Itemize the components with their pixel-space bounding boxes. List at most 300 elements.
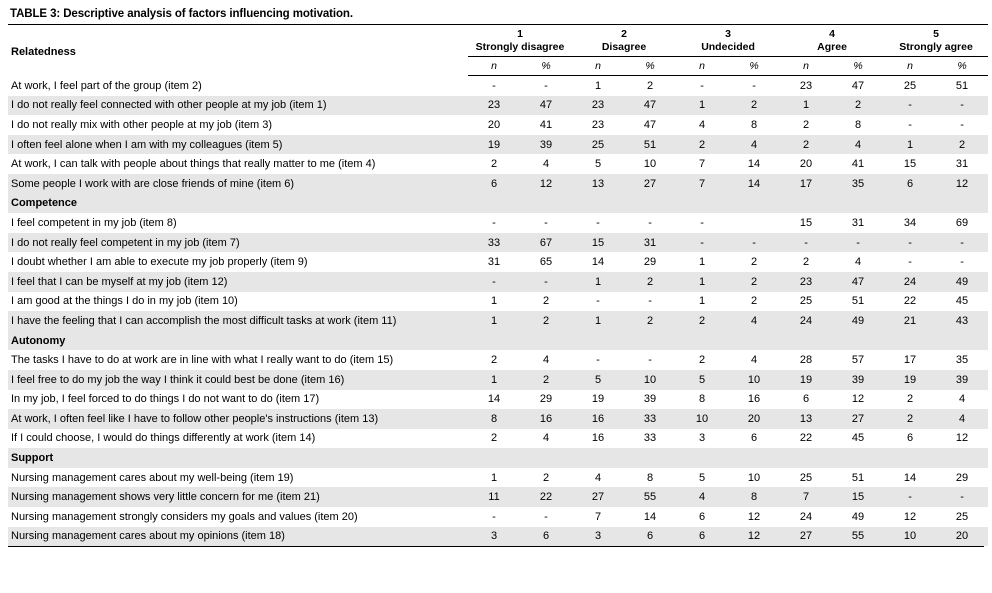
section-empty-cell (832, 448, 884, 468)
row-value: 1 (572, 311, 624, 331)
section-empty-cell (676, 331, 728, 351)
section-empty-cell (936, 331, 988, 351)
row-value: 2 (624, 272, 676, 292)
row-value: 1 (594, 79, 602, 92)
row-label: I feel that I can be myself at my job (item 12) (8, 272, 468, 292)
row-value: 47 (624, 96, 676, 116)
header-pct-2: % (624, 57, 676, 76)
row-value: 2 (884, 409, 936, 429)
row-value: 22 (520, 487, 572, 507)
row-label: Nursing management cares about my well-being (item 19) (11, 471, 294, 484)
row-value: 5 (676, 370, 728, 390)
table-row (8, 154, 988, 174)
row-value: 2 (728, 272, 780, 292)
row-value: 23 (591, 118, 605, 131)
row-label: I feel free to do my job the way I think it could best be done (item 16) (8, 370, 468, 390)
table-bottom-rule (8, 546, 984, 547)
row-value: 41 (851, 158, 865, 171)
row-label: If I could choose, I would do things differently at work (item 14) (11, 432, 316, 445)
header-group-2 (572, 25, 676, 57)
section-empty-cell (832, 194, 884, 214)
row-value: 11 (468, 487, 520, 507)
row-label: The tasks I have to do at work are in line with what I really want to do (item 15) (11, 354, 394, 367)
row-value: 4 (594, 471, 602, 484)
row-value: 8 (698, 393, 706, 406)
row-label: I do not really feel competent in my job (item 7) (8, 233, 468, 253)
section-empty-cell (468, 194, 520, 214)
row-label: I often feel alone when I am with my colleagues (item 5) (8, 135, 468, 155)
row-value: - (936, 96, 988, 116)
row-label: Nursing management strongly considers my goals and values (item 20) (11, 510, 358, 523)
row-value: 1 (490, 471, 498, 484)
row-value: 8 (646, 471, 654, 484)
header-group-3-num: 3 (725, 28, 731, 40)
row-label: In my job, I feel forced to do things I do not want to do (item 17) (11, 393, 320, 406)
table-row (8, 311, 988, 331)
header-group-4 (780, 25, 884, 57)
row-value: 45 (851, 432, 865, 445)
row-value: 12 (955, 432, 969, 445)
row-value: - (492, 79, 496, 92)
row-value: 33 (643, 432, 657, 445)
table-row (8, 409, 988, 429)
row-value: 20 (799, 158, 813, 171)
table-row (8, 292, 988, 312)
row-label: At work, I can talk with people about things that really matter to me (item 4) (11, 158, 376, 171)
row-value: 2 (520, 311, 572, 331)
row-value (728, 213, 780, 233)
row-value: 1 (572, 272, 624, 292)
row-value: 24 (780, 311, 832, 331)
row-value: 10 (624, 370, 676, 390)
header-group-1-num: 1 (517, 28, 523, 40)
row-value: 5 (594, 158, 602, 171)
table-section-row (8, 331, 988, 351)
table-section-row (8, 194, 988, 214)
table-row (8, 96, 988, 116)
row-value: 35 (832, 174, 884, 194)
row-value: 27 (832, 409, 884, 429)
row-value: 31 (624, 233, 676, 253)
row-value: 25 (955, 510, 969, 523)
row-value: 6 (676, 527, 728, 547)
row-value: 16 (747, 393, 761, 406)
row-value: 5 (698, 471, 706, 484)
row-label: I feel competent in my job (item 8) (11, 216, 177, 229)
row-value: 20 (728, 409, 780, 429)
row-value: 13 (572, 174, 624, 194)
row-value: 7 (698, 158, 706, 171)
row-label: I am good at the things I do in my job (item 10) (11, 295, 238, 308)
row-value: 23 (799, 79, 813, 92)
row-value: 27 (572, 487, 624, 507)
section-empty-cell (936, 448, 988, 468)
row-value: 49 (936, 272, 988, 292)
table-body (8, 25, 988, 76)
row-value: 14 (728, 174, 780, 194)
header-pct-1: % (520, 57, 572, 76)
row-value: 8 (854, 118, 862, 131)
row-value: 14 (903, 471, 917, 484)
row-value: 3 (698, 432, 706, 445)
row-value: 3 (572, 527, 624, 547)
row-value: - (596, 354, 600, 367)
header-group-5-label: Strongly agree (899, 40, 973, 53)
row-value: - (908, 256, 912, 269)
row-value: 15 (903, 158, 917, 171)
section-empty-cell (728, 194, 780, 214)
row-value: 1 (468, 370, 520, 390)
row-label: I doubt whether I am able to execute my job properly (item 9) (11, 256, 308, 269)
row-value: 14 (487, 393, 501, 406)
row-value: - (676, 233, 728, 253)
row-value: 20 (487, 118, 501, 131)
section-empty-cell (884, 194, 936, 214)
table-row (8, 350, 988, 370)
row-value: 2 (490, 432, 498, 445)
table-row (8, 429, 988, 449)
row-value: - (596, 216, 600, 229)
table-row (8, 468, 988, 488)
row-value: 69 (955, 216, 969, 229)
row-value: 17 (903, 354, 917, 367)
row-value: 22 (903, 295, 917, 308)
section-empty-cell (624, 331, 676, 351)
row-value: 49 (832, 311, 884, 331)
row-value: 10 (747, 471, 761, 484)
row-value: 2 (490, 354, 498, 367)
section-empty-cell (676, 194, 728, 214)
row-value: - (832, 233, 884, 253)
row-value: - (960, 118, 964, 131)
row-value: 17 (780, 174, 832, 194)
row-value: 6 (698, 510, 706, 523)
row-value: 25 (903, 79, 917, 92)
row-value: 35 (955, 354, 969, 367)
row-value: - (752, 79, 756, 92)
row-value: 2 (542, 295, 550, 308)
row-label: Some people I work with are close friends of mine (item 6) (8, 174, 468, 194)
descriptive-analysis-table (8, 24, 988, 546)
row-value: - (492, 510, 496, 523)
row-value: 29 (643, 256, 657, 269)
table-row (8, 233, 988, 253)
row-value: 1 (780, 96, 832, 116)
header-pct-5: % (936, 57, 988, 76)
section-empty-cell (572, 194, 624, 214)
row-label: I do not really mix with other people at my job (item 3) (11, 118, 273, 131)
header-group-5-num: 5 (933, 28, 939, 40)
row-value: - (936, 487, 988, 507)
row-value: 14 (591, 256, 605, 269)
row-value: 24 (799, 510, 813, 523)
row-label: Nursing management shows very little concern for me (item 21) (8, 487, 468, 507)
header-n-3: n (676, 57, 728, 76)
section-empty-cell (468, 331, 520, 351)
row-value: 6 (468, 174, 520, 194)
row-value: 23 (572, 96, 624, 116)
row-value: 15 (799, 216, 813, 229)
row-value: 39 (832, 370, 884, 390)
header-n-2: n (572, 57, 624, 76)
row-value: - (884, 96, 936, 116)
row-value: 4 (936, 409, 988, 429)
row-value: - (700, 79, 704, 92)
row-value: 65 (539, 256, 553, 269)
row-label: I do not really feel connected with other people at my job (item 1) (8, 96, 468, 116)
row-value: 55 (624, 487, 676, 507)
row-value: 2 (490, 158, 498, 171)
row-value: 4 (750, 354, 758, 367)
row-value: 16 (591, 432, 605, 445)
row-value: - (544, 510, 548, 523)
section-label: Autonomy (8, 331, 468, 351)
row-value: 8 (728, 487, 780, 507)
row-value: 51 (955, 79, 969, 92)
row-value: 31 (487, 256, 501, 269)
row-value: 29 (955, 471, 969, 484)
section-empty-cell (520, 448, 572, 468)
section-empty-cell (936, 194, 988, 214)
row-value: 1 (468, 311, 520, 331)
section-empty-cell (780, 194, 832, 214)
row-value: 51 (851, 295, 865, 308)
row-value: 23 (468, 96, 520, 116)
row-value: 3 (468, 527, 520, 547)
row-value: - (884, 233, 936, 253)
row-value: 2 (676, 135, 728, 155)
row-label: I have the feeling that I can accomplish the most difficult tasks at work (item 11) (8, 311, 468, 331)
row-value: 24 (884, 272, 936, 292)
row-value: 14 (747, 158, 761, 171)
section-empty-cell (520, 194, 572, 214)
table-row (8, 370, 988, 390)
row-value: - (700, 216, 704, 229)
row-value: 4 (832, 135, 884, 155)
section-empty-cell (832, 331, 884, 351)
row-value: - (544, 216, 548, 229)
row-value: 5 (572, 370, 624, 390)
row-label: Nursing management cares about my opinions (item 18) (8, 527, 468, 547)
row-value: 10 (643, 158, 657, 171)
row-value: - (960, 256, 964, 269)
row-header-relatedness: Relatedness (8, 25, 468, 76)
row-value: 6 (802, 393, 810, 406)
section-empty-cell (780, 448, 832, 468)
table-row (8, 135, 988, 155)
row-value: 6 (624, 527, 676, 547)
row-value: 51 (624, 135, 676, 155)
header-group-3-label: Undecided (701, 40, 755, 53)
row-value: 2 (698, 354, 706, 367)
row-value: 12 (728, 527, 780, 547)
row-value: - (936, 233, 988, 253)
row-value: 14 (643, 510, 657, 523)
row-value: 15 (832, 487, 884, 507)
row-value: 4 (728, 311, 780, 331)
row-value: 2 (802, 256, 810, 269)
row-value: 4 (958, 393, 966, 406)
row-value: - (492, 216, 496, 229)
row-value: 20 (936, 527, 988, 547)
section-label: Support (8, 448, 468, 468)
header-n-5: n (884, 57, 936, 76)
row-value: 7 (594, 510, 602, 523)
row-value: 7 (780, 487, 832, 507)
row-value: 16 (572, 409, 624, 429)
row-value: 39 (643, 393, 657, 406)
row-value: 55 (832, 527, 884, 547)
row-value: 2 (624, 311, 676, 331)
row-value: 12 (747, 510, 761, 523)
section-empty-cell (884, 331, 936, 351)
section-empty-cell (520, 331, 572, 351)
row-value: 10 (884, 527, 936, 547)
row-value: 12 (520, 174, 572, 194)
table-row (8, 527, 988, 547)
row-value: 8 (468, 409, 520, 429)
row-value: 2 (906, 393, 914, 406)
row-value: 1 (698, 256, 706, 269)
table-row (8, 487, 988, 507)
row-value: 10 (676, 409, 728, 429)
header-pct-3: % (728, 57, 780, 76)
header-n-4: n (780, 57, 832, 76)
row-value: 7 (676, 174, 728, 194)
section-empty-cell (468, 448, 520, 468)
row-value: 43 (936, 311, 988, 331)
row-value: 4 (676, 487, 728, 507)
table-row (8, 507, 988, 527)
row-value: 12 (903, 510, 917, 523)
row-value: 47 (643, 118, 657, 131)
row-value: - (544, 79, 548, 92)
table-row (8, 390, 988, 410)
header-group-2-num: 2 (621, 28, 627, 40)
row-value: 12 (936, 174, 988, 194)
table-row (8, 213, 988, 233)
table-row (8, 174, 988, 194)
header-group-3 (676, 25, 780, 57)
row-value: 19 (780, 370, 832, 390)
row-value: 2 (832, 96, 884, 116)
row-value: 19 (884, 370, 936, 390)
row-value: 2 (520, 370, 572, 390)
row-value: 51 (851, 471, 865, 484)
row-value: 28 (799, 354, 813, 367)
row-value: 2 (676, 311, 728, 331)
row-value: 1 (676, 96, 728, 116)
row-value: 41 (539, 118, 553, 131)
section-label: Competence (8, 194, 468, 214)
row-value: 27 (780, 527, 832, 547)
row-value: 47 (851, 79, 865, 92)
row-value: 2 (542, 471, 550, 484)
row-value: 2 (780, 135, 832, 155)
row-value: 4 (542, 354, 550, 367)
row-value: 34 (903, 216, 917, 229)
row-value: 47 (520, 96, 572, 116)
row-value: 21 (884, 311, 936, 331)
row-value: 4 (698, 118, 706, 131)
section-empty-cell (728, 448, 780, 468)
table-section-row (8, 448, 988, 468)
row-value: 2 (646, 79, 654, 92)
row-value: 33 (624, 409, 676, 429)
header-group-5 (884, 25, 988, 57)
row-value: 4 (542, 158, 550, 171)
header-group-1-label: Strongly disagree (475, 40, 565, 53)
row-value: 4 (854, 256, 862, 269)
row-value: 6 (520, 527, 572, 547)
header-group-row (8, 25, 988, 57)
row-value: 67 (520, 233, 572, 253)
row-value: 57 (851, 354, 865, 367)
row-value: 39 (936, 370, 988, 390)
row-value: - (908, 118, 912, 131)
section-empty-cell (572, 448, 624, 468)
row-value: 4 (728, 135, 780, 155)
row-value: 2 (750, 256, 758, 269)
row-label: At work, I often feel like I have to follow other people's instructions (item 13) (8, 409, 468, 429)
row-value: - (648, 295, 652, 308)
header-group-1 (468, 25, 572, 57)
row-value: - (520, 272, 572, 292)
row-value: 12 (851, 393, 865, 406)
section-empty-cell (728, 331, 780, 351)
row-value: 6 (906, 432, 914, 445)
row-value: 31 (851, 216, 865, 229)
header-group-4-num: 4 (829, 28, 835, 40)
row-value: - (648, 216, 652, 229)
row-value: 33 (468, 233, 520, 253)
row-value: - (596, 295, 600, 308)
header-group-4-label: Agree (817, 40, 847, 53)
row-value: 2 (802, 118, 810, 131)
table-rows (8, 76, 988, 547)
row-value: 49 (851, 510, 865, 523)
row-value: 1 (884, 135, 936, 155)
table-caption: TABLE 3: Descriptive analysis of factors influencing motivation. (10, 8, 353, 20)
row-value: 25 (799, 471, 813, 484)
row-value: 1 (698, 295, 706, 308)
row-value: 1 (490, 295, 498, 308)
row-value: 2 (728, 96, 780, 116)
row-value: 27 (624, 174, 676, 194)
row-value: - (884, 487, 936, 507)
row-value: 25 (799, 295, 813, 308)
row-value: 8 (750, 118, 758, 131)
section-empty-cell (624, 194, 676, 214)
row-value: 45 (955, 295, 969, 308)
row-value: 19 (591, 393, 605, 406)
table-row (8, 252, 988, 272)
row-value: 23 (780, 272, 832, 292)
row-value: 47 (832, 272, 884, 292)
header-group-2-label: Disagree (601, 40, 647, 53)
section-empty-cell (624, 448, 676, 468)
row-value: - (780, 233, 832, 253)
row-value: - (648, 354, 652, 367)
row-value: 13 (780, 409, 832, 429)
section-empty-cell (884, 448, 936, 468)
row-value: 19 (468, 135, 520, 155)
row-value: 39 (520, 135, 572, 155)
table-row (8, 272, 988, 292)
row-value: 10 (728, 370, 780, 390)
row-value: 16 (520, 409, 572, 429)
row-value: 2 (936, 135, 988, 155)
